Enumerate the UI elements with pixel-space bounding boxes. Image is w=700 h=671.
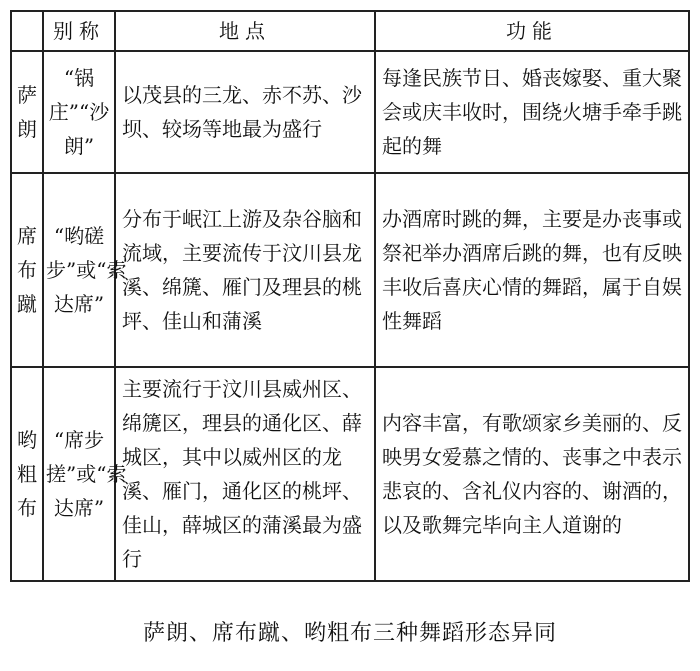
dance-name-char: 朗: [17, 117, 37, 141]
alias-cell: “哟磋步”或“索达席”: [43, 173, 115, 367]
dance-name-char: 粗: [17, 462, 37, 486]
table-row-xibucu: [11, 173, 689, 367]
function-cell: 每逢民族节日、婚丧嫁娶、重大聚会或庆丰收时，围绕火塘手牵手跳起的舞: [375, 51, 689, 173]
header-alias: 别称: [43, 11, 115, 51]
function-cell: 办酒席时跳的舞，主要是办丧事或祭祀举办酒席后跳的舞，也有反映丰收后喜庆心情的舞蹈，属于自娱性舞蹈: [375, 173, 689, 367]
alias-cell: “席步搓”或“索达席”: [43, 367, 115, 581]
dance-name-char: 席: [17, 224, 37, 248]
header-row: [11, 11, 689, 51]
table-row-salang: [11, 51, 689, 173]
place-cell: 主要流行于汶川县威州区、绵篪区，理县的通化区、薛城区，其中以威州区的龙溪、雁门，通化区的桃坪、佳山，薛城区的蒲溪最为盛行: [115, 367, 375, 581]
dance-name-char: 布: [17, 258, 37, 282]
function-cell: 内容丰富，有歌颂家乡美丽的、反映男女爱慕之情的、丧事之中表示悲哀的、含礼仪内容的、谢酒的，以及歌舞完毕向主人道谢的: [375, 367, 689, 581]
dance-name-cell: [11, 51, 43, 173]
dance-comparison-table: [10, 10, 690, 582]
table-caption: 萨朗、席布蹴、哟粗布三种舞蹈形态异同: [142, 621, 557, 646]
dance-name-cell: [11, 367, 43, 581]
dance-name-cell: [11, 173, 43, 367]
dance-name-char: 萨: [17, 83, 37, 107]
place-cell: 以茂县的三龙、赤不苏、沙坝、较场等地最为盛行: [115, 51, 375, 173]
alias-cell: “锅庄”“沙朗”: [43, 51, 115, 173]
place-cell: 分布于岷江上游及杂谷脑和流域，主要流传于汶川县龙溪、绵篪、雁门及理县的桃坪、佳山和蒲溪: [115, 173, 375, 367]
table-row-yocubu: [11, 367, 689, 581]
header-name: [11, 11, 43, 51]
header-place: 地点: [115, 11, 375, 51]
dance-name-char: 布: [17, 496, 37, 520]
dance-name-char: 哟: [17, 428, 37, 452]
header-function: 功能: [375, 11, 689, 51]
dance-name-char: 蹴: [17, 292, 37, 316]
